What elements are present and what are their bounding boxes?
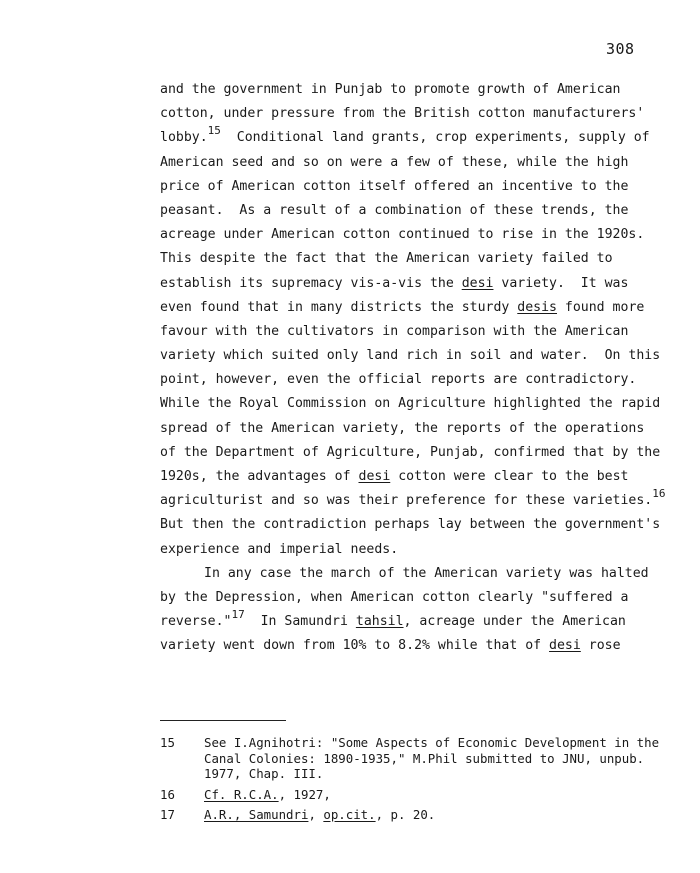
footnote-marker: 16 bbox=[652, 487, 666, 501]
text-line bbox=[160, 344, 660, 368]
footnote-number: 17 bbox=[160, 807, 175, 822]
underlined-term: desi bbox=[549, 638, 581, 654]
text-run: , 1927, bbox=[278, 786, 331, 802]
text-run: In Samundri bbox=[244, 614, 356, 630]
text-run: variety. It was bbox=[493, 275, 629, 291]
text-line bbox=[160, 513, 660, 537]
text-run: establish its supremacy vis-a-vis the bbox=[160, 275, 462, 291]
text-run: acreage under American cotton continued to rise in the 1920s. bbox=[160, 227, 645, 243]
text-run: This despite the fact that the American variety failed to bbox=[160, 251, 613, 267]
text-run: , bbox=[308, 807, 324, 822]
underlined-term: desis bbox=[517, 299, 557, 315]
text-line bbox=[160, 272, 660, 296]
text-line bbox=[160, 487, 666, 513]
text-run: In any case the march of the American variety was halted bbox=[204, 565, 649, 581]
text-run: price of American cotton itself offered an incentive to the bbox=[160, 178, 629, 194]
text-run: of the Department of Agriculture, Punjab, confirmed that by the bbox=[160, 444, 661, 460]
text-line bbox=[160, 634, 660, 658]
footnote bbox=[160, 735, 660, 782]
text-line bbox=[160, 368, 660, 392]
text-run: While the Royal Commission on Agriculture highlighted the rapid bbox=[160, 396, 661, 412]
footnote-number: 16 bbox=[160, 786, 175, 802]
text-line bbox=[160, 392, 660, 416]
text-run: found more bbox=[556, 299, 645, 315]
text-line bbox=[160, 417, 660, 441]
text-run: , acreage under the American bbox=[403, 614, 626, 630]
underlined-term: Cf. R.C.A. bbox=[204, 786, 279, 802]
footnote-text bbox=[204, 807, 660, 823]
footnote bbox=[160, 787, 660, 803]
text-line bbox=[160, 465, 660, 489]
text-line bbox=[160, 199, 660, 223]
text-run: reverse." bbox=[160, 614, 232, 630]
footnote-marker: 15 bbox=[207, 124, 221, 138]
text-line bbox=[160, 175, 660, 199]
text-run: rose bbox=[580, 638, 621, 654]
text-line bbox=[160, 223, 660, 247]
text-line bbox=[160, 296, 660, 320]
text-run: American seed and so on were a few of these, while the high bbox=[160, 154, 629, 170]
text-line bbox=[160, 320, 660, 344]
text-line bbox=[160, 610, 660, 634]
text-run: spread of the American variety, the reports of the operations bbox=[160, 420, 645, 436]
footnotes bbox=[160, 735, 660, 828]
text-line bbox=[160, 441, 660, 465]
text-run: peasant. As a result of a combination of these trends, the bbox=[160, 202, 629, 218]
text-line bbox=[160, 126, 660, 150]
text-run: favour with the cultivators in comparison with the American bbox=[160, 323, 629, 339]
underlined-term: desi bbox=[358, 469, 391, 484]
text-run: by the Depression, when American cotton clearly "suffered a bbox=[160, 589, 629, 605]
text-run: and the government in Punjab to promote growth of American bbox=[160, 82, 621, 97]
footnote-text bbox=[204, 787, 660, 803]
text-line bbox=[160, 247, 660, 271]
text-run: 1920s, the advantages of bbox=[160, 469, 359, 484]
underlined-term: A.R., Samundri bbox=[204, 807, 309, 822]
text-run: point, however, even the official reports are contradictory. bbox=[160, 372, 637, 388]
text-run: , p. 20. bbox=[375, 807, 436, 822]
text-run: lobby. bbox=[160, 130, 208, 146]
text-line bbox=[160, 102, 660, 126]
body-text bbox=[160, 78, 666, 659]
text-run: variety which suited only land rich in soil and water. On this bbox=[160, 348, 661, 364]
footnote-text: See I.Agnihotri: "Some Aspects of Economic Development in the Canal Colonies: 1890-1935," M.Phil submitted to JNU, unpub. 1977, Chap. III. bbox=[204, 735, 660, 781]
text-run: cotton were clear to the best bbox=[390, 469, 629, 484]
text-line bbox=[160, 151, 660, 175]
underlined-term: tahsil bbox=[355, 614, 404, 630]
text-run: experience and imperial needs. bbox=[160, 541, 399, 557]
footnote-rule bbox=[160, 720, 286, 721]
footnote-number: 15 bbox=[160, 735, 175, 750]
text-line bbox=[160, 538, 660, 562]
text-run: variety went down from 10% to 8.2% while that of bbox=[160, 638, 550, 654]
footnote-marker: 17 bbox=[231, 608, 245, 622]
text-run: cotton, under pressure from the British cotton manufacturers' bbox=[160, 106, 645, 122]
text-run: even found that in many districts the sturdy bbox=[160, 299, 518, 315]
text-line bbox=[160, 586, 660, 610]
text-run: Conditional land grants, crop experiments, supply of bbox=[220, 130, 650, 146]
text-line bbox=[160, 562, 660, 586]
text-line bbox=[160, 78, 660, 102]
text-run: But then the contradiction perhaps lay between the government's bbox=[160, 517, 661, 533]
underlined-term: desi bbox=[461, 275, 494, 291]
footnote bbox=[160, 807, 660, 823]
text-run: agriculturist and so was their preference for these varieties. bbox=[160, 493, 653, 509]
page-number: 308 bbox=[606, 40, 635, 58]
underlined-term: op.cit. bbox=[323, 807, 376, 822]
